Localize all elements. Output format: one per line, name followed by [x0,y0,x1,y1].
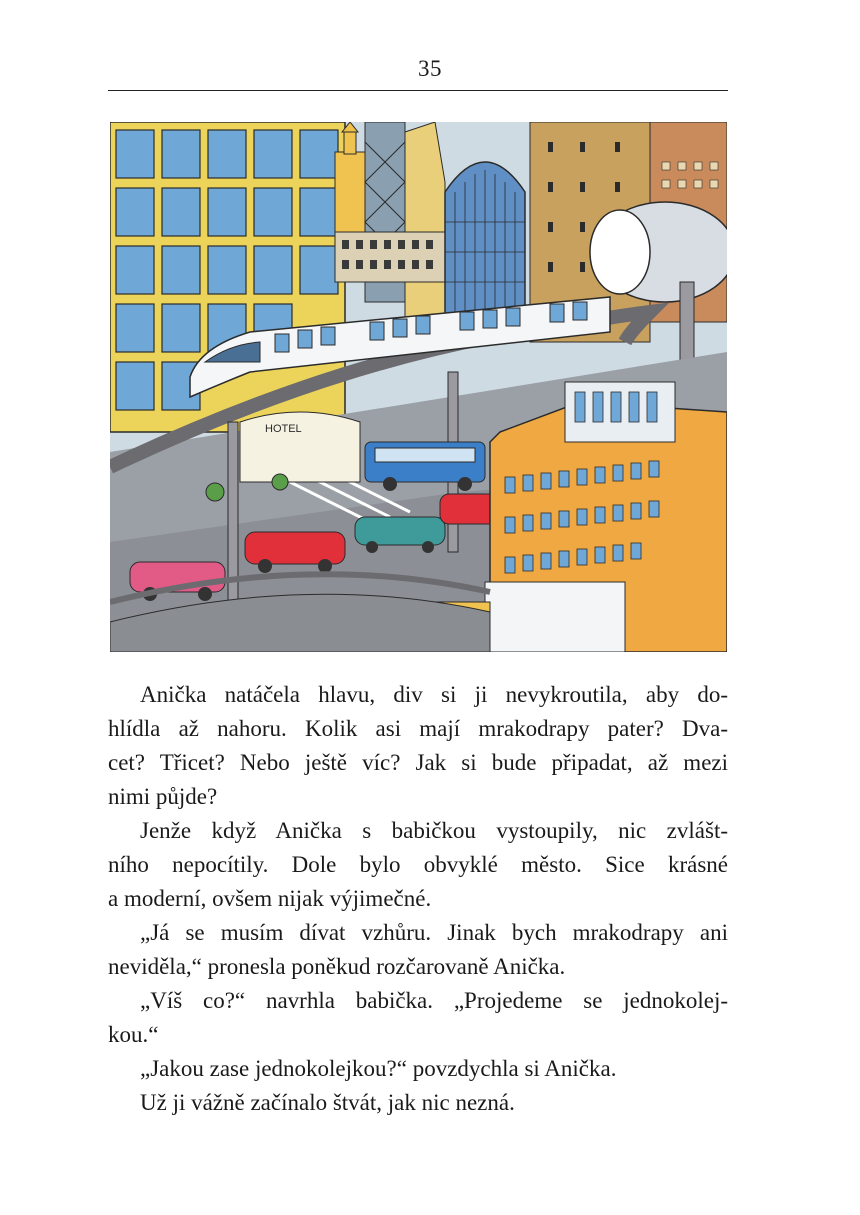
paragraph-line: „Já se musím dívat vzhůru. Jinak bych mrakodrapy ani [140,920,728,945]
body-text [108,678,728,1120]
page-number: 35 [418,56,442,81]
illustration-city-monorail [110,122,727,652]
hotel-sign: HOTEL [265,423,302,435]
city-illustration-svg [110,122,727,652]
paragraph-line: kou.“ [108,1022,159,1047]
paragraph-line: Jenže když Anička s babičkou vystoupily, nic zvlášt- [140,818,728,843]
paragraph-line: „Víš co?“ navrhla babička. „Projedeme se jednokolej- [140,988,728,1013]
paragraph-line: hlídla až nahoru. Kolik asi mají mrakodrapy pater? Dva- [108,716,728,741]
paragraph-line: ního nepocítily. Dole bylo obvyklé město. Sice krásné [108,852,728,877]
paragraph-line: cet? Třicet? Nebo ještě víc? Jak si bude připadat, až mezi [108,750,728,775]
arched-glass-tower [445,162,525,322]
paragraph-line: nimi půjde? [108,784,218,809]
paragraph-line: neviděla,“ pronesla poněkud rozčarovaně Anička. [108,954,566,979]
paragraph-line: „Jakou zase jednokolejkou?“ povzdychla si Anička. [140,1056,617,1081]
paragraph-line: Anička natáčela hlavu, div si ji nevykroutila, aby do- [140,682,728,707]
paragraph-line: a moderní, ovšem nijak výjimečné. [108,886,432,911]
paragraph-line: Už ji vážně začínalo štvát, jak nic nezná. [140,1090,515,1115]
header-rule [108,90,728,91]
